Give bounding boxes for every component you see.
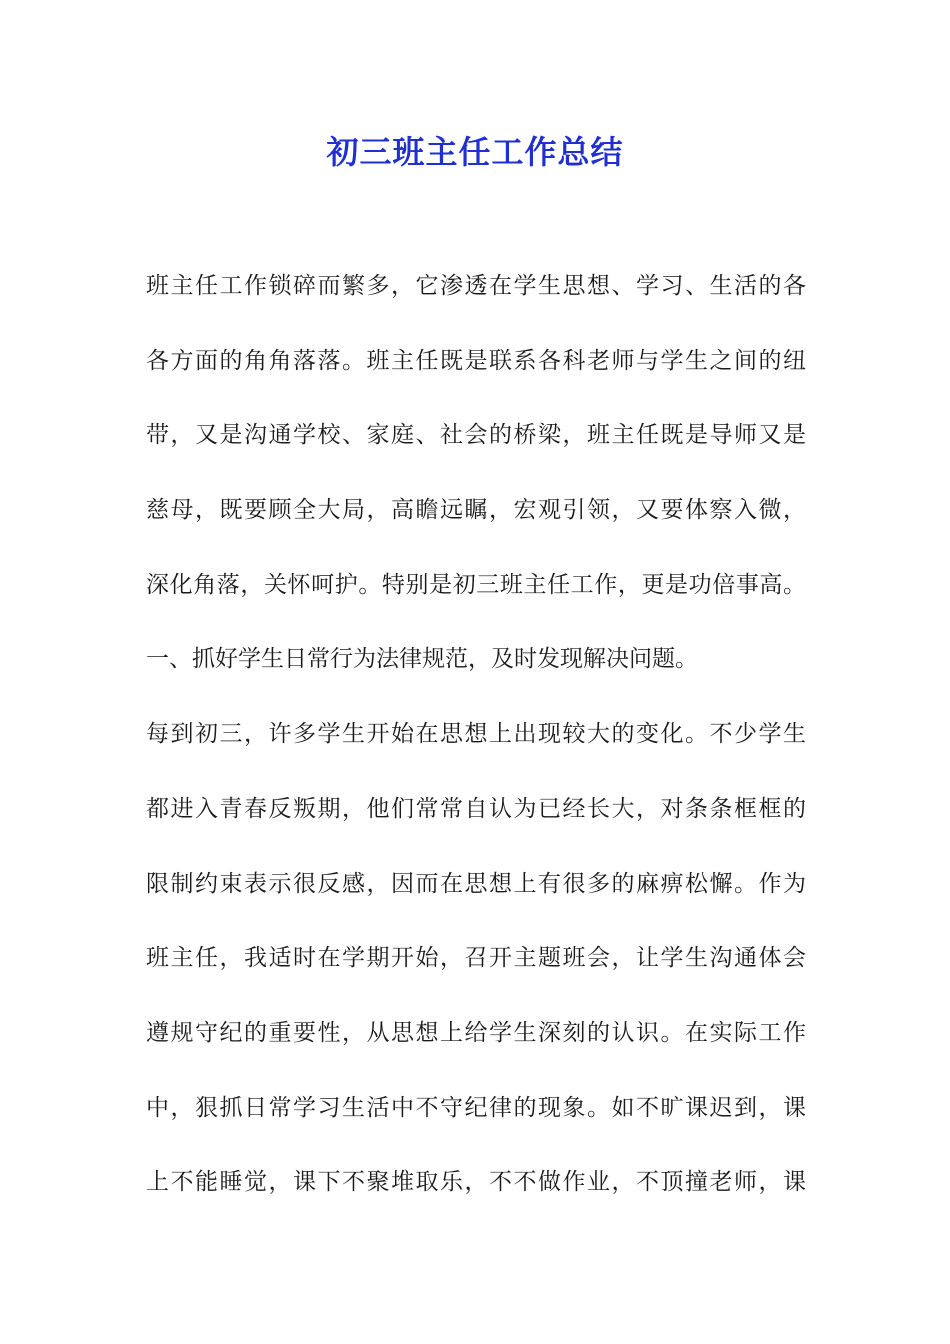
body-line: 慈母，既要顾全大局，高瞻远瞩，宏观引领，又要体察入微，	[146, 497, 806, 524]
body-line: 上不能睡觉，课下不聚堆取乐，不不做作业，不顶撞老师，课	[146, 1169, 806, 1196]
body-line: 每到初三，许多学生开始在思想上出现较大的变化。不少学生	[146, 721, 806, 748]
document-body	[146, 262, 806, 1233]
body-line: 班主任工作锁碎而繁多，它渗透在学生思想、学习、生活的各	[146, 273, 806, 299]
body-line: 班主任，我适时在学期开始，召开主题班会，让学生沟通体会	[146, 945, 806, 972]
body-line: 遵规守纪的重要性，从思想上给学生深刻的认识。在实际工作	[146, 1019, 806, 1046]
body-line: 深化角落，关怀呵护。特别是初三班主任工作，更是功倍事高。	[146, 571, 806, 598]
body-line: 中，狠抓日常学习生活中不守纪律的现象。如不旷课迟到，课	[146, 1094, 806, 1121]
body-line: 带，又是沟通学校、家庭、社会的桥梁，班主任既是导师又是	[146, 422, 806, 449]
body-line: 都进入青春反叛期，他们常常自认为已经长大，对条条框框的	[146, 795, 806, 822]
body-line: 限制约束表示很反感，因而在思想上有很多的麻痹松懈。作为	[146, 870, 806, 897]
body-line: 各方面的角角落落。班主任既是联系各科老师与学生之间的纽	[146, 347, 806, 374]
section-heading: 一、抓好学生日常行为法律规范，及时发现解决问题。	[146, 646, 698, 673]
document-title: 初三班主任工作总结	[326, 133, 624, 171]
